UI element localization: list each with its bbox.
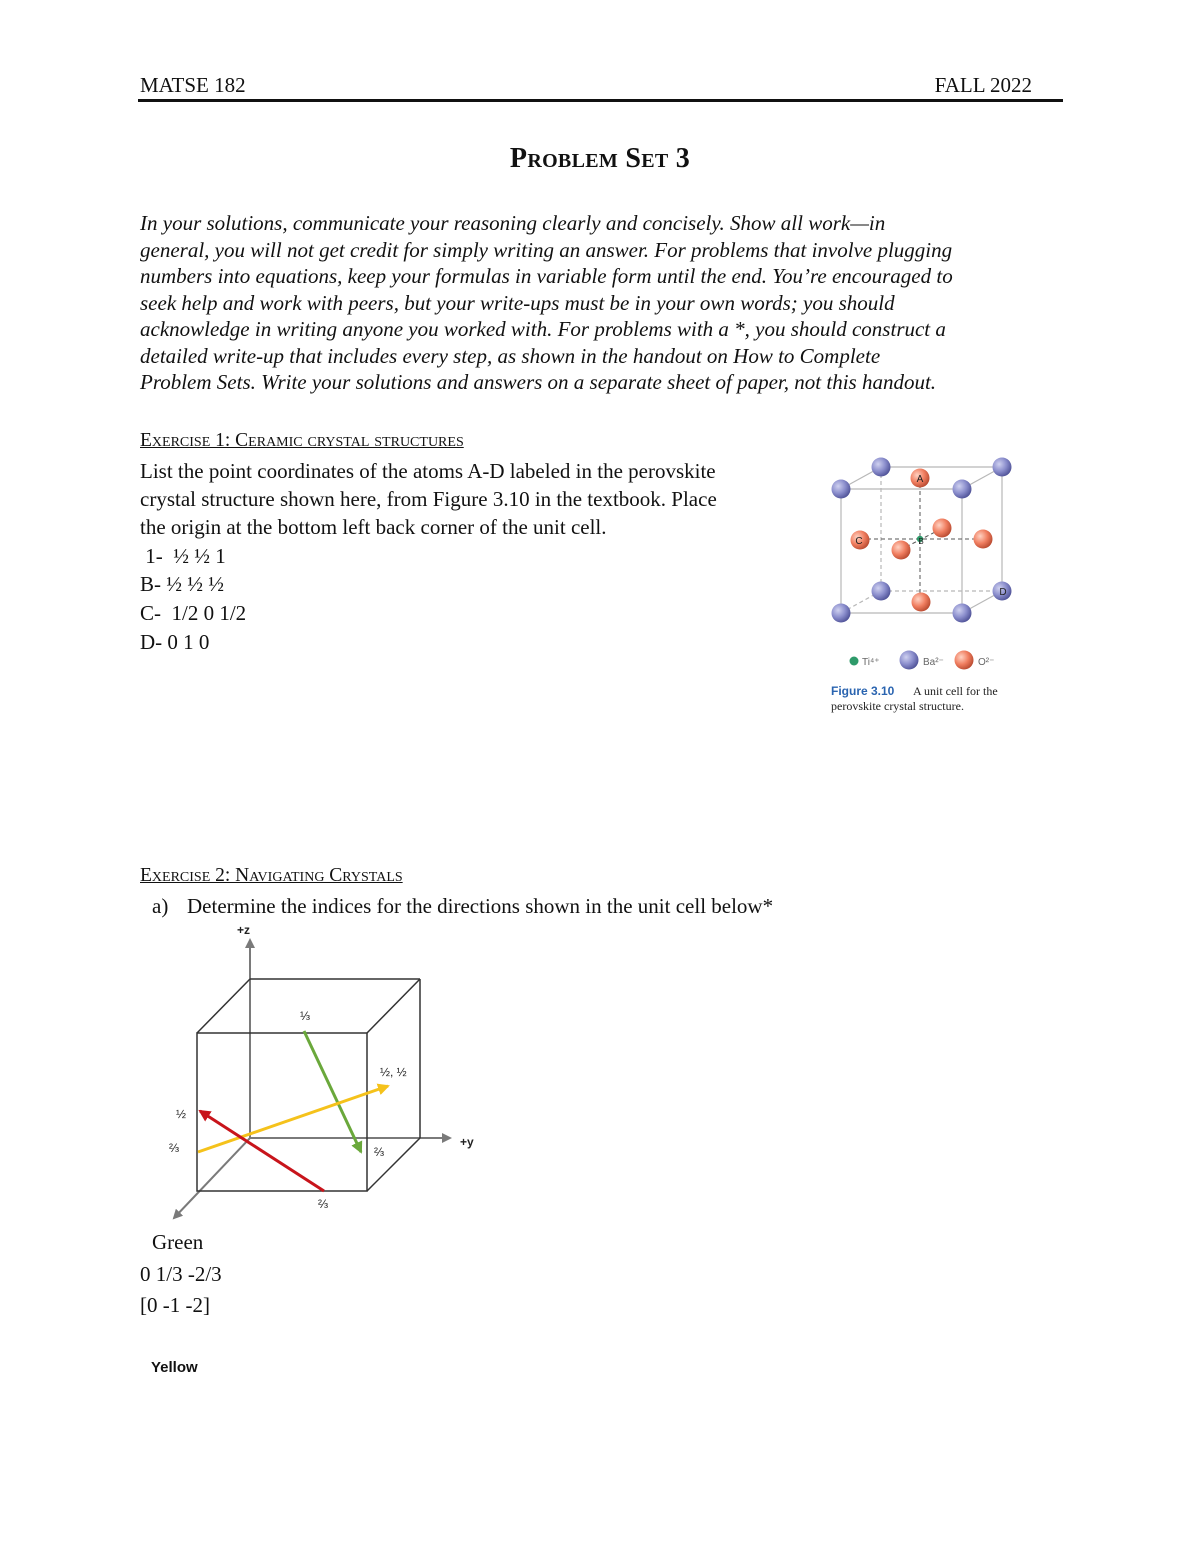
legend-ba-label: Ba²⁻ — [923, 657, 944, 668]
label-two-thirds-bottom: ⅔ — [318, 1197, 329, 1211]
instructions-line: numbers into equations, keep your formulas in variable form until the end. You’re encouraged to — [140, 264, 953, 288]
ba-atom — [872, 582, 891, 601]
red-direction-vector — [200, 1111, 324, 1191]
legend-ti-marker — [850, 657, 859, 666]
ba-atom — [953, 480, 972, 499]
page-title: Problem Set 3 — [509, 143, 691, 174]
o-atom — [892, 541, 911, 560]
x-axis — [174, 1138, 250, 1218]
atom-label-c: C — [855, 536, 863, 547]
label-two-thirds-left: ⅔ — [169, 1141, 180, 1155]
legend-ba-marker — [900, 651, 919, 670]
legend-o-label: O²⁻ — [978, 657, 995, 668]
term: FALL 2022 — [934, 73, 1032, 97]
figure-caption-label: Figure 3.10 — [831, 684, 895, 698]
instructions-line: detailed write-up that includes every step, as shown in the handout on How to Complete — [140, 343, 881, 368]
instructions-line: general, you will not get credit for simply writing an answer. For problems that involve plugging — [140, 237, 953, 262]
answer-color-label: Green — [152, 1230, 204, 1254]
label-one-third: ⅓ — [300, 1009, 311, 1023]
exercise-1-prompt-line: the origin at the bottom left back corner of the unit cell. — [140, 515, 607, 539]
label-half: ½ — [176, 1107, 187, 1121]
instructions-line: Problem Sets. Write your solutions and answers on a separate sheet of paper, not this handout. — [140, 370, 937, 394]
ba-atom — [832, 480, 851, 499]
answer-atom-c: C- 1/2 0 1/2 — [140, 601, 247, 625]
figure-caption-text: perovskite crystal structure. — [831, 699, 964, 713]
answer-indices: [0 -1 -2] — [140, 1293, 210, 1317]
legend-o-marker — [955, 651, 974, 670]
atom-label-b: B — [918, 537, 924, 546]
instructions-line: acknowledge in writing anyone you worked with. For problems with a *, you should construct a — [140, 317, 946, 341]
y-axis-label: +y — [460, 1135, 474, 1149]
unit-cell-directions-diagram — [160, 918, 500, 1228]
atom-label-d: D — [999, 587, 1007, 598]
ba-atom — [993, 458, 1012, 477]
course-code: MATSE 182 — [140, 73, 246, 97]
figure-caption-text: A unit cell for the — [913, 684, 998, 698]
o-atom — [974, 530, 993, 549]
instructions-paragraph — [140, 210, 1065, 396]
legend-ti-label: Ti⁴⁺ — [862, 657, 880, 668]
answer-atom-a: 1- ½ ½ 1 — [140, 544, 226, 568]
part-a-label: a) — [152, 894, 169, 918]
label-half-half: ½, ½ — [380, 1065, 407, 1079]
answer-atom-b: B- ½ ½ ½ — [140, 572, 224, 596]
answer-fractions: 0 1/3 -2/3 — [140, 1262, 222, 1286]
part-a-prompt: Determine the indices for the directions shown in the unit cell below* — [187, 894, 774, 918]
z-axis-label: +z — [237, 923, 251, 937]
ba-atom — [832, 604, 851, 623]
green-direction-vector — [304, 1031, 361, 1152]
instructions-line: seek help and work with peers, but your write-ups must be in your own words; you should — [140, 290, 895, 315]
answer-atom-d: D- 0 1 0 — [140, 630, 210, 654]
ba-atom — [953, 604, 972, 623]
instructions-line: In your solutions, communicate your reasoning clearly and concisely. Show all work—in — [140, 211, 886, 235]
ba-atom — [872, 458, 891, 477]
exercise-2-heading: Exercise 2: Navigating Crystals — [140, 865, 403, 886]
exercise-1-prompt-line: crystal structure shown here, from Figure 3.10 in the textbook. Place — [140, 487, 717, 511]
atom-label-a: A — [916, 474, 924, 485]
exercise-1-heading: Exercise 1: Ceramic crystal structures — [140, 430, 464, 451]
yellow-direction-vector — [198, 1086, 388, 1152]
label-two-thirds-right: ⅔ — [374, 1145, 385, 1159]
o-atom — [912, 593, 931, 612]
exercise-1-prompt-line: List the point coordinates of the atoms A-D labeled in the perovskite — [140, 459, 716, 483]
perovskite-unit-cell-figure — [815, 448, 1055, 723]
next-answer-label: Yellow — [151, 1359, 198, 1376]
header-rule — [138, 99, 1063, 102]
o-atom — [933, 519, 952, 538]
